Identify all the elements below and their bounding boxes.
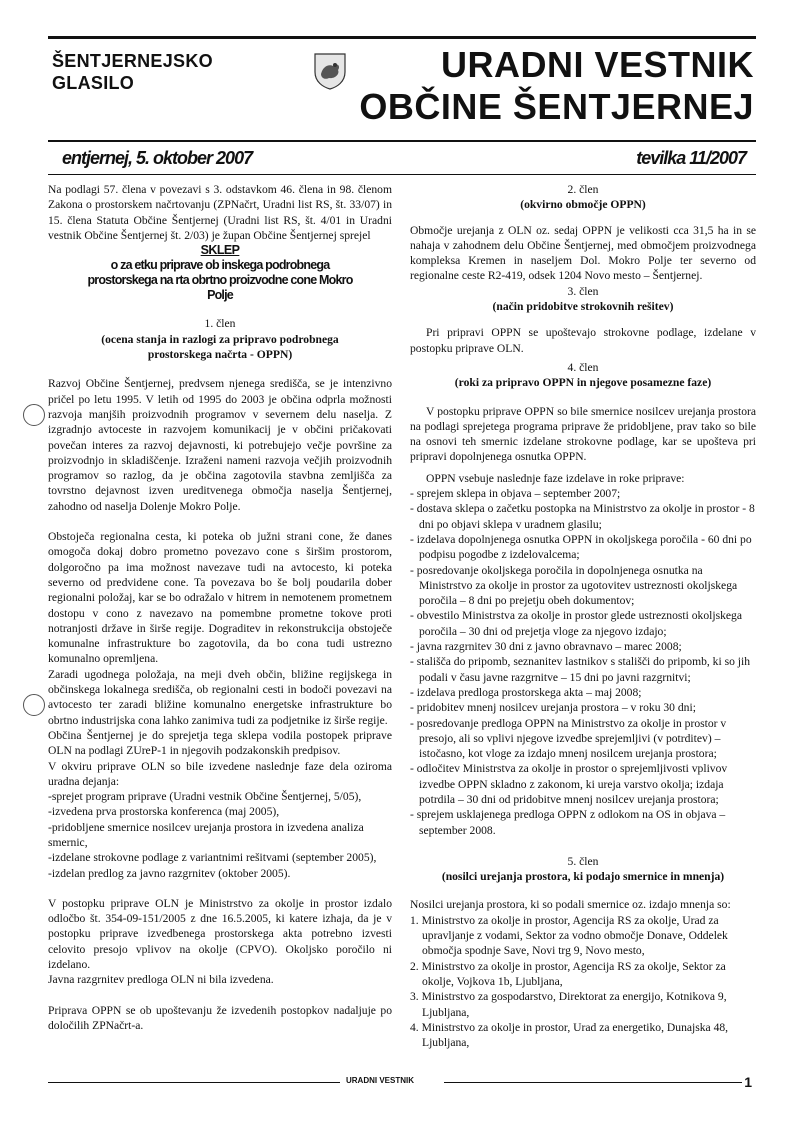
list-item: - odločitev Ministrstva za okolje in prostor o sprejemljivosti vplivov izvedbe OPPN skladno z zakonom, ki ureja varstvo okolja; izdaja potrdila – 30 dni od pridobitve mnenj nosilcev urejanja prostora; <box>410 762 728 806</box>
list-item: 4. Ministrstvo za okolje in prostor, Urad za energetiko, Dunajska 48, Ljubljana, <box>410 1020 729 1050</box>
article-4-number: 4. člen <box>567 360 599 374</box>
list-item: - obvestilo Ministrstva za okolje in prostor glede ustreznosti okoljskega poročila – 30 dni od prejetja vloge za njegovo izdajo; <box>410 609 742 638</box>
list-item: -izdelane strokovne podlage z variantnimi rešitvami (september 2005), <box>48 851 377 865</box>
list-item: 1. Ministrstvo za okolje in prostor, Agencija RS za okolje, Urad za upravljanje z vodami, Sektor za vodno območje Donave, Oddelek območja spodnje Save, Novi trg 9, Novo mesto, <box>410 913 728 958</box>
article-5-title: (nosilci urejanja prostora, ki podajo smernice in mnenja) <box>441 870 725 884</box>
list-item: - izdelava predloga prostorskega akta – maj 2008; <box>410 685 642 699</box>
list-item: - pridobitev mnenj nosilcev urejanja prostora – v roku 30 dni; <box>410 701 696 715</box>
article-5-intro: Nosilci urejanja prostora, ki so podali smernice oz. izdajo mnenja so: <box>410 898 731 912</box>
list-item: - dostava sklepa o začetku postopka na Ministrstvo za okolje in prostor - 8 dni po objavi sklepa v uradnem glasilu; <box>410 502 755 531</box>
preamble: Na podlagi 57. člena v povezavi s 3. odstavkom 46. člena in 98. členom Zakona o prostorskem načrtovanju (ZPNačrt, Uradni list RS, št. 33/07) in 15. člena Statuta Občine Šentjernej (Uradni list RS, št. 4/01 in Uradni vestnik Občine Šentjernej št. 2/03) je župan Občine Šentjernej sprejel <box>48 183 392 242</box>
article-1-paragraph-6: V postopku priprave OLN je Ministrstvo za okolje in prostor izdalo odločbo št. 354-09-151/2005 z dne 16.5.2005, ki katere izhaja, da je v postopku priprave izvedbenega prostorskega akta potrebno izvesti celovito presojo vplivov na okolje (CPVO). Okoljsko poročilo ni izdelano. <box>48 896 392 972</box>
article-1-number: 1. člen <box>204 317 236 331</box>
article-1-paragraph-2: Obstoječa regionalna cesta, ki poteka ob južni strani cone, že danes omogoča dokaj dobro prometno povezavo cone s širšim prostorom, dolgoročno pa ima možnost navezave tudi na avtocesto, ki poteka severno od predvidene cone. Ta povezava bo še bolj poudarila dober regionalni položaj, kar se bo odražalo v hitrem in nemotenem prometnem dostopu v cono z navezavo na pomembne prometne tokove proti notranjosti države in širše regije. Dograditev in rekonstrukcija obstoječe komunalne infrastrukture bo zagotovila, da bo cona tudi ustrezno komunalno opremljena. <box>48 530 392 666</box>
article-1-paragraph-7: Javna razgrnitev predloga OLN ni bila izvedena. <box>48 973 274 987</box>
list-item: - posredovanje predloga OPPN na Ministrstvo za okolje in prostor v presojo, ali so vplivi njegove izvedbe sprejemljivi (v potrditev) – istočasno, kot vloge za izdajo mnenj nosilcem urejanja prostora; <box>410 716 727 761</box>
article-2-title: (okvirno območje OPPN) <box>520 198 646 212</box>
glasilo-line-1: ŠENTJERNEJSKO <box>52 51 213 71</box>
article-3-text: Pri pripravi OPPN se upoštevajo strokovne podlage, izdelane v postopku priprave OLN. <box>410 326 756 355</box>
list-item: 2. Ministrstvo za okolje in prostor, Agencija RS za okolje, Sektor za okolje, Vojkova 1b, Ljubljana, <box>410 959 726 988</box>
article-4-text: V postopku priprave OPPN so bile smernice nosilcev urejanja prostora na podlagi sprejetega programa priprave že pridobljene, prav tako so bile na osnovi teh smernic izdelane strokovne podlage, kar se upošteva pri pripravi dopolnjenega osnutka OPPN. <box>410 404 756 464</box>
article-1-paragraph-1: Razvoj Občine Šentjernej, predvsem njenega središča, se je intenzivno pričel po letu 1995. V letih od 1995 do 2003 je občina odprla možnosti razvoja manjših proizvodnih programov v severnem delu naselja. Z izgradnjo avtoceste in razvojem komunikacij je v občini pričakovati povečan interes za razvoj dejavnosti, ki potrebujejo večje površine za proizvodnjo in skladiščenje. Izraženi nameni razvoja večjih proizvodnih programov so razlog, da je občina zagotovila stavbna zemljišča za tovrstno dejavnost izven ureditvenega območja naselja Šentjernej, zahodno od naselja Dolenje Mokro Polje. <box>48 377 392 513</box>
issue-date: entjernej, 5. oktober 2007 <box>62 148 253 168</box>
decision-subtitle-2: prostorskega na rta obrtno proizvodne cone Mokro <box>87 273 353 288</box>
list-item: -izvedena prva prostorska konferenca (maj 2005), <box>48 805 280 819</box>
page-number: 1 <box>744 1074 752 1090</box>
list-item: -pridobljene smernice nosilcev urejanja prostora in izvedena analiza smernic, <box>48 820 364 849</box>
decision-subtitle-3: Polje <box>207 288 233 303</box>
issue-number: tevilka 11/2007 <box>636 148 746 168</box>
list-item: - posredovanje okoljskega poročila in dopolnjenega osnutka na Ministrstvo za okolje in prostor za ugotovitev ustreznosti okoljskega poročila – 8 dni po prejetju obeh dokumentov; <box>410 563 738 608</box>
footer-rule-left <box>48 1082 340 1083</box>
list-item: 3. Ministrstvo za gospodarstvo, Direktorat za energijo, Kotnikova 9, Ljubljana, <box>410 990 727 1019</box>
article-4-intro: OPPN vsebuje naslednje faze izdelave in roke priprave: <box>426 471 685 485</box>
article-1-paragraph-3: Zaradi ugodnega položaja, na meji dveh občin, bližine regijskega in občinskega lokalnega središča, ob regionalni cesti in bodoči povezavi na avtocesto ter zaradi bližine komunalno energetske infrastrukture bo obrtno industrijska cona lahko zanimiva tudi za podjetnike iz širše regije. <box>48 667 392 727</box>
footer-label: URADNI VESTNIK <box>346 1076 415 1085</box>
article-1-title-a: (ocena stanja in razlogi za pripravo podrobnega <box>101 332 339 346</box>
punch-hole <box>23 404 45 426</box>
glasilo-line-2: GLASILO <box>52 73 135 93</box>
article-1-title-b: prostorskega načrta - OPPN) <box>147 348 293 362</box>
header-top-rule <box>48 36 756 39</box>
list-item: - sprejem usklajenega predloga OPPN z odlokom na OS in objava – september 2008. <box>410 808 726 837</box>
article-2-text: Območje urejanja z OLN oz. sedaj OPPN je velikosti cca 31,5 ha in se nahaja v zahodnem delu Občine Šentjernej, med območjem proizvodnega kompleksa Kremen in naseljem Dol. Mokro Polje ter severno od regionalne ceste R2-419, odsek 1204 Novo mesto – Šentjernej. <box>410 223 756 283</box>
article-3-title: (način pridobitve strokovnih rešitev) <box>492 300 674 314</box>
footer-rule-right <box>444 1082 742 1083</box>
article-3-number: 3. člen <box>567 284 599 298</box>
list-item: - stališča do pripomb, seznanitev lastnikov s stališči do pripomb, ki so jih podali v času javne razgrnitve – 15 dni po javni razgrnitvi; <box>410 655 751 684</box>
article-1-paragraph-8: Priprava OPPN se ob upoštevanju že izvedenih postopkov nadaljuje po določilih ZPNačrt-a. <box>48 1003 392 1032</box>
article-4-title: (roki za pripravo OPPN in njegove posamezne faze) <box>454 376 712 390</box>
page-title <box>359 44 754 128</box>
publication-name <box>52 50 213 94</box>
title-line-1: URADNI VESTNIK <box>440 44 754 85</box>
municipality-crest-icon <box>313 52 347 90</box>
article-1-paragraph-4: Občina Šentjernej je do sprejetja tega sklepa vodila postopek priprave OLN na podlagi ZUreP-1 in njegovih podzakonskih predpisov. <box>48 728 392 758</box>
title-line-2: OBČINE ŠENTJERNEJ <box>359 86 754 127</box>
header-low-rule <box>48 174 756 175</box>
list-item: - javna razgrnitev 30 dni z javno obravnavo – marec 2008; <box>410 640 682 654</box>
header-mid-rule <box>48 140 756 142</box>
decision-subtitle-1: o za etku priprave ob inskega podrobnega <box>110 258 330 273</box>
list-item: - izdelava dopolnjenega osnutka OPPN in okoljskega poročila - 60 dni po podpisu pogodbe z izdelovalcema; <box>410 532 752 562</box>
decision-title: SKLEP <box>200 243 240 258</box>
right-column <box>410 182 756 1050</box>
left-column <box>48 182 392 1033</box>
list-item: -sprejet program priprave (Uradni vestnik Občine Šentjernej, 5/05), <box>48 790 362 804</box>
list-item: -izdelan predlog za javno razgrnitev (oktober 2005). <box>48 866 291 880</box>
article-5-number: 5. člen <box>567 854 599 868</box>
article-1-paragraph-5: V okviru priprave OLN so bile izvedene naslednje faze dela oziroma uradna dejanja: <box>48 759 392 788</box>
list-item: - sprejem sklepa in objava – september 2007; <box>410 487 621 501</box>
punch-hole <box>23 694 45 716</box>
article-2-number: 2. člen <box>567 183 599 196</box>
